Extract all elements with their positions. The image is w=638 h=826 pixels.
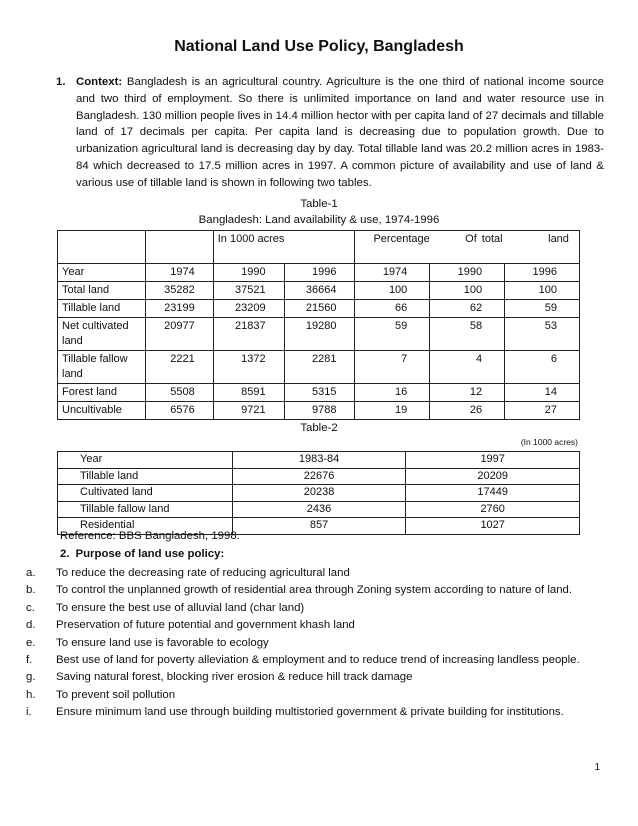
- table-cell: 1372: [213, 351, 284, 384]
- table-row: [58, 264, 580, 282]
- table-row: [58, 468, 580, 485]
- table-cell: 23199: [145, 300, 213, 318]
- row-label: Tillable fallow land: [58, 351, 146, 384]
- table-cell: 53: [505, 318, 580, 351]
- table-cell: 7: [355, 351, 430, 384]
- table-cell: 9721: [213, 402, 284, 420]
- table-row: [58, 501, 580, 518]
- row-label: Forest land: [58, 384, 146, 402]
- table-cell: 1990: [213, 264, 284, 282]
- list-text: To control the unplanned growth of residential area through Zoning system according to nature of land.: [56, 584, 573, 597]
- table2-unit: (In 1000 acres): [520, 437, 578, 447]
- table-cell: 59: [505, 300, 580, 318]
- table-row: [58, 452, 580, 469]
- table-cell: 100: [355, 282, 430, 300]
- row-label: Year: [58, 264, 146, 282]
- list-item: [26, 582, 606, 599]
- table-cell: 36664: [284, 282, 355, 300]
- list-text: Best use of land for poverty alleviation & employment and to reduce trend of increasing landless people.: [56, 653, 580, 666]
- table-cell: 1974: [355, 264, 430, 282]
- table-cell: 1996: [284, 264, 355, 282]
- list-text: Preservation of future potential and government khash land: [56, 619, 355, 632]
- context-paragraph: [76, 74, 604, 192]
- row-label: Residential: [58, 518, 233, 535]
- table1-caption: Table-1: [300, 198, 338, 210]
- table-cell: 857: [232, 518, 406, 535]
- page-title: National Land Use Policy, Bangladesh: [174, 38, 464, 55]
- row-label: Uncultivable: [58, 402, 146, 420]
- table-cell: 35282: [145, 282, 213, 300]
- table-cell: 5315: [284, 384, 355, 402]
- table-cell: 1027: [406, 518, 580, 535]
- tillable-land-table: [57, 451, 580, 535]
- list-item: [26, 687, 606, 704]
- purpose-list: [26, 565, 606, 722]
- page-number: 1: [594, 762, 600, 773]
- row-label: Tillable land: [58, 300, 146, 318]
- table1-subtitle: Bangladesh: Land availability & use, 1974-1996: [198, 214, 440, 226]
- list-letter: h.: [26, 688, 36, 701]
- table-cell: 21560: [284, 300, 355, 318]
- table-cell: 20977: [145, 318, 213, 351]
- table-cell: 2281: [284, 351, 355, 384]
- table-row: [58, 485, 580, 502]
- table-cell: 17449: [406, 485, 580, 502]
- table-cell: 1974: [145, 264, 213, 282]
- table-cell: 100: [430, 282, 505, 300]
- table-row: [58, 384, 580, 402]
- context-number: 1.: [56, 76, 66, 88]
- table-cell: 26: [430, 402, 505, 420]
- context-label: Context:: [76, 76, 123, 88]
- header-abs: In 1000 acres: [213, 231, 355, 264]
- table-cell: 23209: [213, 300, 284, 318]
- list-letter: g.: [26, 671, 36, 684]
- list-letter: d.: [26, 619, 36, 632]
- list-letter: a.: [26, 567, 36, 579]
- row-label: Total land: [58, 282, 146, 300]
- table-cell: 1990: [430, 264, 505, 282]
- table-row: [58, 318, 580, 351]
- list-item: [26, 565, 606, 582]
- table-cell: 66: [355, 300, 430, 318]
- table-cell: 12: [430, 384, 505, 402]
- reference: Reference: BBS Bangladesh, 1998.: [60, 530, 240, 542]
- list-text: Ensure minimum land use through building multistoried government & private building for institutions.: [56, 706, 564, 719]
- table-cell: 1997: [406, 452, 580, 469]
- table-cell: 27: [505, 402, 580, 420]
- list-letter: f.: [26, 653, 33, 666]
- list-text: To ensure land use is favorable to ecology: [56, 636, 269, 649]
- table-cell: 22676: [232, 468, 406, 485]
- list-item: [26, 704, 606, 721]
- table-cell: 2760: [406, 501, 580, 518]
- row-label: Cultivated land: [58, 485, 233, 502]
- header-pct: Percentage Of total land: [355, 231, 580, 264]
- table-cell: 6: [505, 351, 580, 384]
- table-header-row: [58, 231, 580, 264]
- table-cell: 6576: [145, 402, 213, 420]
- list-item: [26, 652, 606, 669]
- list-item: [26, 600, 606, 617]
- table-cell: 8591: [213, 384, 284, 402]
- table-row: [58, 282, 580, 300]
- list-text: To ensure the best use of alluvial land (char land): [56, 601, 305, 614]
- table-cell: 59: [355, 318, 430, 351]
- list-letter: i.: [26, 706, 32, 719]
- table-cell: 1983-84: [232, 452, 406, 469]
- table-cell: 5508: [145, 384, 213, 402]
- row-label: Tillable fallow land: [58, 501, 233, 518]
- list-text: Saving natural forest, blocking river erosion & reduce hill track damage: [56, 671, 413, 684]
- list-letter: b.: [26, 584, 36, 597]
- table-cell: 14: [505, 384, 580, 402]
- list-item: [26, 617, 606, 634]
- purpose-heading: 2. Purpose of land use policy:: [60, 548, 225, 560]
- context-section: [56, 74, 604, 192]
- list-text: To prevent soil pollution: [56, 688, 176, 701]
- list-item: [26, 669, 606, 686]
- context-text: Bangladesh is an agricultural country. Agriculture is the one third of national income source and two third of employment. So there is unlimited importance on land and water resource use in Bangladesh. 130 million people lives in 14.4 million hector with per capita land of 27 decimals and tillable land of 17 decimals per capita. Per capita land is decreasing due to population growth. Due to urbanization agricultural land is decreasing day by day. Total tillable land was 20.2 million acres in 1983-84 which decreased to 17.5 million acres in 1997. A common picture of availability and use of land & various use of tillable land is shown in following two tables.: [76, 76, 604, 189]
- table-cell: 16: [355, 384, 430, 402]
- row-label: Tillable land: [58, 468, 233, 485]
- table-cell: 62: [430, 300, 505, 318]
- table-cell: 2436: [232, 501, 406, 518]
- table-row: [58, 351, 580, 384]
- table-cell: 20209: [406, 468, 580, 485]
- list-letter: c.: [26, 601, 35, 614]
- table-cell: 20238: [232, 485, 406, 502]
- list-item: [26, 635, 606, 652]
- table-cell: 4: [430, 351, 505, 384]
- table-cell: 37521: [213, 282, 284, 300]
- table-row: [58, 402, 580, 420]
- table2-caption: Table-2: [300, 422, 338, 434]
- table-row: [58, 300, 580, 318]
- table-cell: 19: [355, 402, 430, 420]
- table-cell: 2221: [145, 351, 213, 384]
- list-text: To reduce the decreasing rate of reducing agricultural land: [56, 567, 350, 579]
- row-label: Net cultivated land: [58, 318, 146, 351]
- list-letter: e.: [26, 636, 36, 649]
- table-cell: 19280: [284, 318, 355, 351]
- table-cell: 1996: [505, 264, 580, 282]
- table-cell: 9788: [284, 402, 355, 420]
- land-use-table: [57, 230, 580, 420]
- table-cell: 58: [430, 318, 505, 351]
- table-cell: 21837: [213, 318, 284, 351]
- table-cell: 100: [505, 282, 580, 300]
- row-label: Year: [58, 452, 233, 469]
